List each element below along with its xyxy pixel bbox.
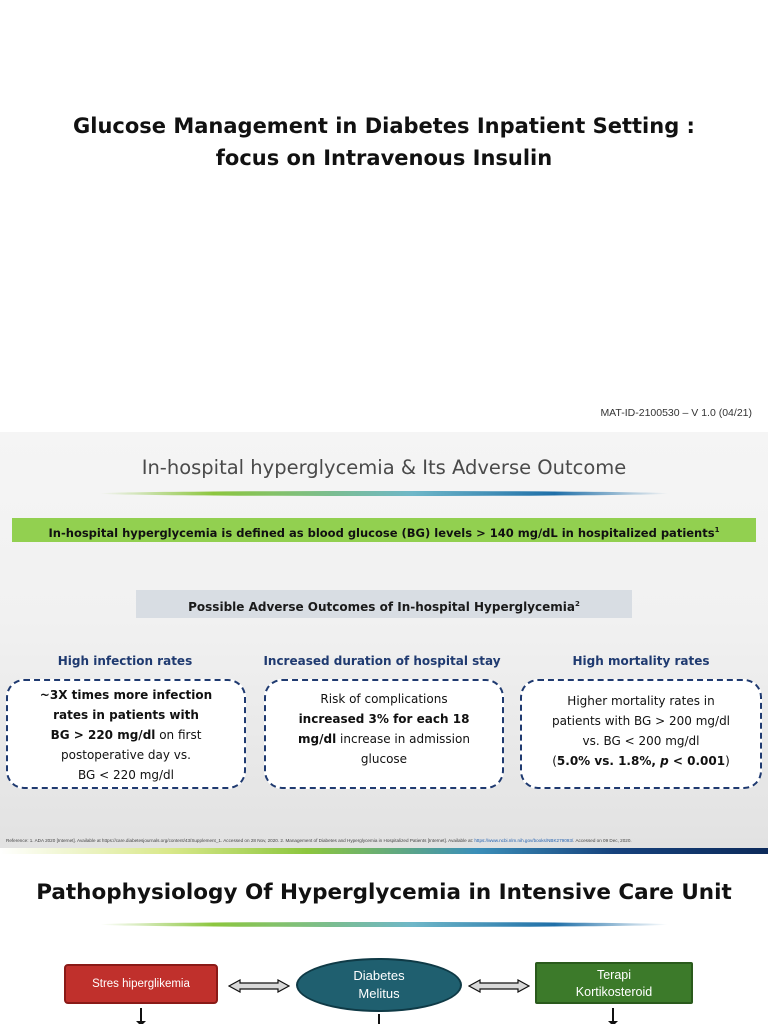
mortality-line-2: patients with BG > 200 mg/dl [551, 714, 731, 728]
down-arrow-icon [378, 1014, 380, 1024]
stay-line-3a: mg/dl [298, 732, 337, 746]
mortality-line-1: Higher mortality rates in [567, 694, 715, 708]
infection-line-5: BG < 220 mg/dl [77, 768, 175, 782]
infection-line-1: ~3X times more infection [39, 688, 213, 702]
mortality-line-3: vs. BG < 200 mg/dl [582, 734, 700, 748]
paren-close: ) [725, 754, 730, 768]
outcomes-title [136, 590, 632, 618]
node-stres-hiperglikemia: Stres hiperglikemia [64, 964, 218, 1004]
node-diabetes-melitus [296, 958, 462, 1012]
slide-3-top-band [0, 848, 768, 854]
definition-text: In-hospital hyperglycemia is defined as blood glucose (BG) levels > 140 mg/dL in hospitalized patients [48, 525, 715, 540]
definition-footnote: 1 [714, 526, 720, 534]
title-line-2: focus on Intravenous Insulin [215, 146, 553, 170]
heading-hospital-stay: Increased duration of hospital stay [263, 654, 501, 668]
terapi-line-1: Terapi [596, 968, 632, 982]
material-id: MAT-ID-2100530 – V 1.0 (04/21) [600, 407, 752, 419]
down-arrow-icon [612, 1008, 614, 1024]
infection-line-2: rates in patients with [53, 708, 199, 722]
stay-line-4: glucose [360, 752, 408, 766]
double-arrow-right-icon [468, 979, 530, 993]
paren-open: ( [552, 754, 557, 768]
slide-3 [0, 848, 768, 1024]
slide-3-title-underline [100, 922, 668, 927]
box-infection [6, 679, 246, 789]
infection-line-3b: on first [155, 728, 202, 742]
reference-tail: . Accessed on 09 Dec, 2020. [573, 838, 632, 843]
heading-infection: High infection rates [57, 654, 193, 668]
dm-line-2: Melitus [358, 986, 400, 1001]
box-mortality [520, 679, 762, 789]
p-symbol: p [660, 754, 669, 768]
reference-text [6, 838, 762, 843]
outcomes-title-text: Possible Adverse Outcomes of In-hospital Hyperglycemia [188, 600, 575, 614]
slide-2 [0, 432, 768, 848]
title-underline [100, 491, 668, 496]
dm-line-1: Diabetes [353, 968, 405, 983]
slide-1-title [0, 110, 768, 174]
slide-1 [0, 0, 768, 432]
reference-body: Reference: 1. ADA 2020 [Internet]. Available at https://care.diabetesjournals.org/content/43/Supplement_1. Accessed on 28 Nov, 2020. 2. Management of Diabetes and Hyperglycemia in Hospitalized Patients [Internet]. Available at: [6, 838, 474, 843]
terapi-line-2: Kortikosteroid [575, 985, 653, 999]
infection-line-4: postoperative day vs. [61, 748, 191, 762]
outcomes-footnote: 2 [575, 600, 580, 608]
stay-line-3b: increase in admission [336, 732, 470, 746]
down-arrow-icon [140, 1008, 142, 1024]
box-hospital-stay [264, 679, 504, 789]
stay-line-2: increased 3% for each 18 [298, 712, 470, 726]
p-value: < 0.001 [668, 754, 726, 768]
definition-bar [12, 518, 756, 542]
stay-line-1: Risk of complications [320, 692, 448, 706]
double-arrow-left-icon [228, 979, 290, 993]
infection-line-3a: BG > 220 mg/dl [50, 728, 156, 742]
mortality-line-4 [530, 751, 752, 771]
mortality-stat: 5.0% vs. 1.8%, [556, 754, 661, 768]
title-line-1: Glucose Management in Diabetes Inpatient Setting : [73, 114, 695, 138]
slide-3-title: Pathophysiology Of Hyperglycemia in Intensive Care Unit [36, 880, 732, 905]
reference-link[interactable]: https://www.ncbi.nlm.nih.gov/books/NBK279093/ [474, 838, 574, 843]
node-terapi-kortikosteroid [535, 962, 693, 1004]
heading-mortality: High mortality rates [572, 654, 710, 668]
slide-2-title: In-hospital hyperglycemia & Its Adverse Outcome [141, 456, 627, 479]
